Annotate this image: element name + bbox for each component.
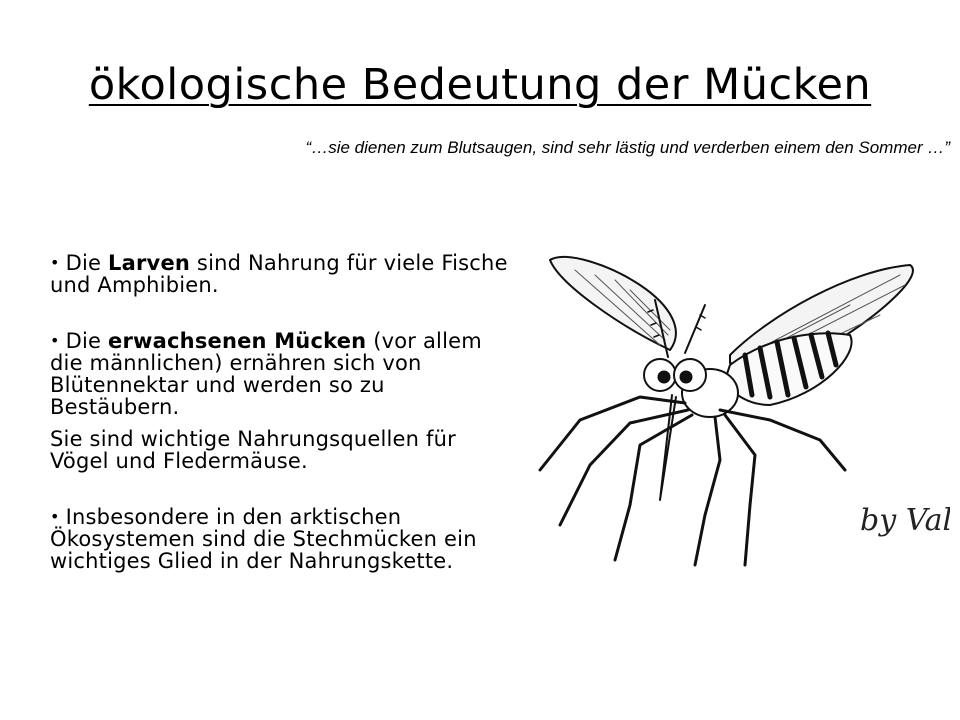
bullet-item-adults — [50, 330, 520, 418]
bullet-continuation-food-source: Sie sind wichtige Nahrungsquellen für Vögel und Fledermäuse. — [50, 427, 456, 473]
slide-subtitle-quote: “…sie dienen zum Blutsaugen, sind sehr lästig und verderben einem den Sommer …” — [305, 138, 950, 157]
bullet-item-arctic — [50, 506, 520, 572]
bullet-prefix: Die — [65, 329, 109, 353]
mosquito-icon — [520, 245, 950, 575]
bullet-marker-icon: • — [50, 331, 60, 350]
slide-title: ökologische Bedeutung der Mücken — [88, 60, 872, 110]
bullet-marker-icon: • — [50, 253, 60, 272]
bullet-suffix: sind Nahrung für viele Fische und Amphibien. — [50, 251, 508, 297]
bullet-marker-icon: • — [50, 507, 60, 526]
bullet-emphasis: erwachsenen Mücken — [108, 329, 367, 353]
bullet-list — [50, 252, 520, 606]
bullet-prefix: Die — [65, 251, 109, 275]
bullet-item-larvae — [50, 252, 520, 296]
signature-mark: by Val — [860, 503, 950, 538]
bullet-text: Insbesondere in den arktischen Ökosystemen sind die Stechmücken ein wichtiges Glied in der Nahrungskette. — [50, 505, 477, 573]
mosquito-illustration — [520, 245, 950, 575]
bullet-suffix: (vor allem die männlichen) ernähren sich von Blütennektar und werden so zu Bestäubern. — [50, 329, 482, 419]
bullet-emphasis: Larven — [108, 251, 191, 275]
